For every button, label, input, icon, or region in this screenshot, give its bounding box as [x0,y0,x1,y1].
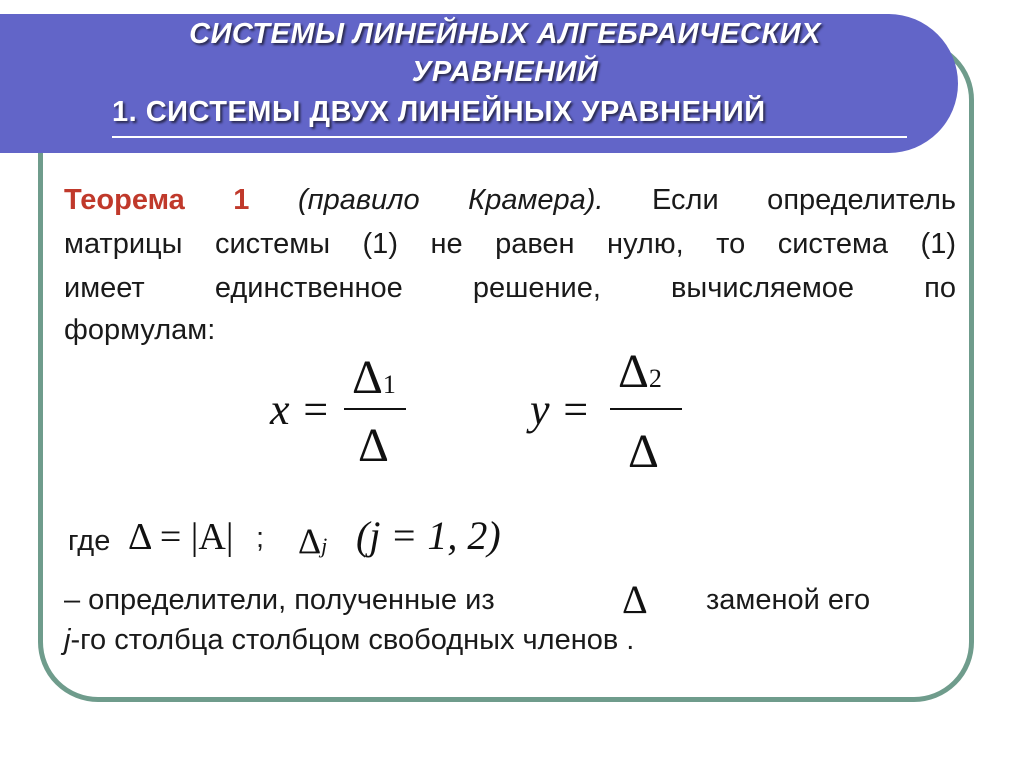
theorem-line-4: формулам: [64,314,216,346]
where-label: где [68,525,111,557]
formula-x-denominator: Δ [358,419,389,472]
definition-j: j [64,624,71,656]
slide-title-line1: СИСТЕМЫ ЛИНЕЙНЫХ АЛГЕБРАИЧЕСКИХ [189,18,821,50]
formula-x-numerator [352,350,396,405]
formula-y-numerator [618,344,662,399]
definition-delta: Δ [622,577,648,622]
formula-x-num-delta: Δ [352,351,383,404]
formula-x-lhs: x = [270,385,331,434]
formula-x-num-sub: 1 [382,370,396,399]
theorem-label: Теорема 1 [64,184,250,216]
formula-y-num-sub: 2 [648,364,662,393]
formula-y-num-delta: Δ [618,345,649,398]
theorem-line-2: матрицы системы (1) не равен нулю, то система (1) [64,228,956,260]
j-range: (j = 1, 2) [356,513,501,558]
theorem-text-1: Если определитель [652,184,956,216]
definition-line1-a: – определители, полученные из [64,584,495,616]
definition-line2-rest: -го столбца столбцом свободных членов . [70,624,635,656]
definition-line1-b: заменой его [706,584,871,616]
delta-j [298,520,327,562]
slide-subtitle: 1. СИСТЕМЫ ДВУХ ЛИНЕЙНЫХ УРАВНЕНИЙ [112,96,766,128]
formula-y-lhs: y = [530,385,591,434]
delta-j-sub: j [321,533,328,558]
formula-y-fraction-line [610,408,682,410]
definition-line2 [64,624,634,657]
delta-j-symbol: Δ [298,521,322,561]
subtitle-underline [112,136,907,138]
theorem-name: (правило Крамера). [297,184,604,216]
theorem-line-3: имеет единственное решение, вычисляемое по [64,272,956,304]
formula-y-denominator: Δ [628,425,659,478]
theorem-line-1 [64,176,956,224]
semicolon: ; [256,522,265,554]
formula-x-fraction-line [344,408,406,410]
slide-title-line2: УРАВНЕНИЙ [411,56,599,88]
where-formula: Δ = |A| [128,516,234,558]
